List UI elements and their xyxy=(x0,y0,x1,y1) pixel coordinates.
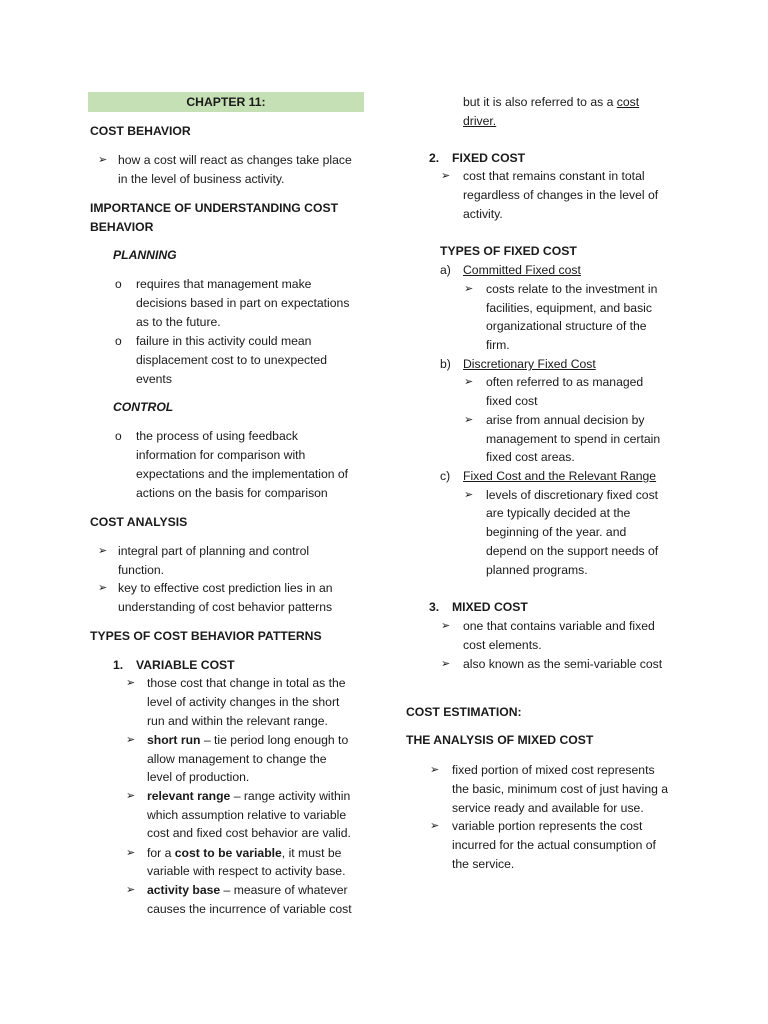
text-fragment: but it is also referred to as a xyxy=(463,95,617,109)
bullet-line: events xyxy=(136,372,172,386)
fixed-cost-heading: FIXED COST xyxy=(452,151,526,165)
mixed-cost-heading: MIXED COST xyxy=(452,600,528,614)
bullet-line: regardless of changes in the level of xyxy=(463,188,659,202)
arrow-bullet-icon: ➢ xyxy=(126,790,136,802)
relevant-range-definition: – range activity within xyxy=(230,789,351,803)
arrow-bullet-icon: ➢ xyxy=(126,847,136,859)
arrow-bullet-icon: ➢ xyxy=(126,884,136,896)
bullet-line: integral part of planning and control xyxy=(118,544,310,558)
bullet-line: key to effective cost prediction lies in an xyxy=(118,581,333,595)
bullet-line: the service. xyxy=(452,857,515,871)
activity-base-definition: – measure of whatever xyxy=(220,883,348,897)
arrow-bullet-icon: ➢ xyxy=(126,734,136,746)
bullet-line: as to the future. xyxy=(136,315,221,329)
short-run-line xyxy=(147,731,348,750)
bullet-line: costs relate to the investment in xyxy=(486,282,658,296)
arrow-bullet-icon: ➢ xyxy=(464,283,474,295)
bullet-line: allow management to change the xyxy=(147,752,327,766)
bullet-line: organizational structure of the xyxy=(486,319,647,333)
types-fixed-heading: TYPES OF FIXED COST xyxy=(440,244,577,258)
bullet-line: causes the incurrence of variable cost xyxy=(147,902,352,916)
arrow-bullet-icon: ➢ xyxy=(126,677,136,689)
bullet-line: variable portion represents the cost xyxy=(452,819,643,833)
bullet-line: level of activity changes in the short xyxy=(147,695,340,709)
bullet-line: planned programs. xyxy=(486,563,588,577)
types-heading: TYPES OF COST BEHAVIOR PATTERNS xyxy=(90,629,322,643)
bullet-line: also known as the semi-variable cost xyxy=(463,657,663,671)
cost-analysis-heading: COST ANALYSIS xyxy=(90,515,188,529)
continuation-line xyxy=(463,93,639,112)
bullet-line: cost that remains constant in total xyxy=(463,169,645,183)
arrow-bullet-icon: ➢ xyxy=(464,414,474,426)
bullet-line: fixed cost xyxy=(486,394,538,408)
short-run-term: short run xyxy=(147,733,201,747)
circle-bullet-icon: o xyxy=(115,334,122,348)
variable-condition-line xyxy=(147,844,341,863)
control-heading: CONTROL xyxy=(113,400,174,414)
bullet-line: the basic, minimum cost of just having a xyxy=(452,782,669,796)
bullet-line: often referred to as managed xyxy=(486,375,644,389)
bullet-line: facilities, equipment, and basic xyxy=(486,301,652,315)
analysis-mixed-cost-heading: THE ANALYSIS OF MIXED COST xyxy=(406,733,594,747)
bullet-line: cost and fixed cost behavior are valid. xyxy=(147,826,351,840)
bullet-line: are typically decided at the xyxy=(486,506,631,520)
arrow-bullet-icon: ➢ xyxy=(441,658,451,670)
bullet-line: run and within the relevant range. xyxy=(147,714,328,728)
arrow-bullet-icon: ➢ xyxy=(98,545,108,557)
bullet-line: expectations and the implementation of xyxy=(136,467,349,481)
bullet-line: actions on the basis for comparison xyxy=(136,486,328,500)
arrow-bullet-icon: ➢ xyxy=(430,820,440,832)
bullet-line: understanding of cost behavior patterns xyxy=(118,600,333,614)
bullet-line: requires that management make xyxy=(136,277,312,291)
bullet-line: decisions based in part on expectations xyxy=(136,296,350,310)
list-label: a) xyxy=(440,263,451,277)
bullet-line: fixed cost areas. xyxy=(486,450,575,464)
bullet-line: function. xyxy=(118,563,165,577)
section-number: 2. xyxy=(429,151,440,165)
bullet-line: failure in this activity could mean xyxy=(136,334,312,348)
relevant-range-line xyxy=(147,787,350,806)
text-fragment: for a xyxy=(147,846,175,860)
arrow-bullet-icon: ➢ xyxy=(464,376,474,388)
committed-fixed-cost-title: Committed Fixed cost xyxy=(463,263,581,277)
importance-heading-line: BEHAVIOR xyxy=(90,220,154,234)
bullet-line: firm. xyxy=(486,338,510,352)
bullet-line: cost elements. xyxy=(463,638,542,652)
bullet-line: one that contains variable and fixed xyxy=(463,619,655,633)
bullet-line: service ready and available for use. xyxy=(452,801,644,815)
activity-base-line xyxy=(147,881,348,900)
variable-cost-heading: VARIABLE COST xyxy=(136,658,235,672)
cost-to-be-variable-term: cost to be variable xyxy=(174,846,282,860)
bullet-line: in the level of business activity. xyxy=(118,172,285,186)
cost-estimation-heading: COST ESTIMATION: xyxy=(406,705,522,719)
bullet-line: beginning of the year. and xyxy=(486,525,627,539)
bullet-line: which assumption relative to variable xyxy=(147,808,347,822)
section-number: 1. xyxy=(113,658,124,672)
bullet-line: those cost that change in total as the xyxy=(147,676,346,690)
bullet-line: arise from annual decision by xyxy=(486,413,645,427)
activity-base-term: activity base xyxy=(147,883,221,897)
arrow-bullet-icon: ➢ xyxy=(98,154,108,166)
circle-bullet-icon: o xyxy=(115,277,122,291)
bullet-line: management to spend in certain xyxy=(486,432,661,446)
arrow-bullet-icon: ➢ xyxy=(441,170,451,182)
cost-behavior-heading: COST BEHAVIOR xyxy=(90,124,191,138)
cost-driver-term: cost xyxy=(616,95,640,109)
bullet-line: level of production. xyxy=(147,770,250,784)
chapter-title: CHAPTER 11: xyxy=(186,95,266,109)
bullet-line: levels of discretionary fixed cost xyxy=(486,488,659,502)
arrow-bullet-icon: ➢ xyxy=(441,620,451,632)
text-fragment: , it must be xyxy=(281,846,342,860)
relevant-range-title: Fixed Cost and the Relevant Range xyxy=(463,469,657,483)
section-number: 3. xyxy=(429,600,440,614)
bullet-line: incurred for the actual consumption of xyxy=(452,838,656,852)
planning-heading: PLANNING xyxy=(113,248,177,262)
short-run-definition: – tie period long enough to xyxy=(200,733,349,747)
relevant-range-term: relevant range xyxy=(147,789,231,803)
list-label: b) xyxy=(440,357,451,371)
arrow-bullet-icon: ➢ xyxy=(430,764,440,776)
circle-bullet-icon: o xyxy=(115,429,122,443)
bullet-line: activity. xyxy=(463,207,503,221)
list-label: c) xyxy=(440,469,451,483)
arrow-bullet-icon: ➢ xyxy=(464,489,474,501)
bullet-line: the process of using feedback xyxy=(136,429,298,443)
bullet-line: variable with respect to activity base. xyxy=(147,864,346,878)
cost-driver-term: driver. xyxy=(463,114,497,128)
bullet-line: how a cost will react as changes take place xyxy=(118,153,352,167)
bullet-line: depend on the support needs of xyxy=(486,544,659,558)
discretionary-fixed-cost-title: Discretionary Fixed Cost xyxy=(463,357,596,371)
importance-heading-line: IMPORTANCE OF UNDERSTANDING COST xyxy=(90,201,339,215)
bullet-line: information for comparison with xyxy=(136,448,306,462)
arrow-bullet-icon: ➢ xyxy=(98,582,108,594)
bullet-line: displacement cost to to unexpected xyxy=(136,353,328,367)
bullet-line: fixed portion of mixed cost represents xyxy=(452,763,655,777)
